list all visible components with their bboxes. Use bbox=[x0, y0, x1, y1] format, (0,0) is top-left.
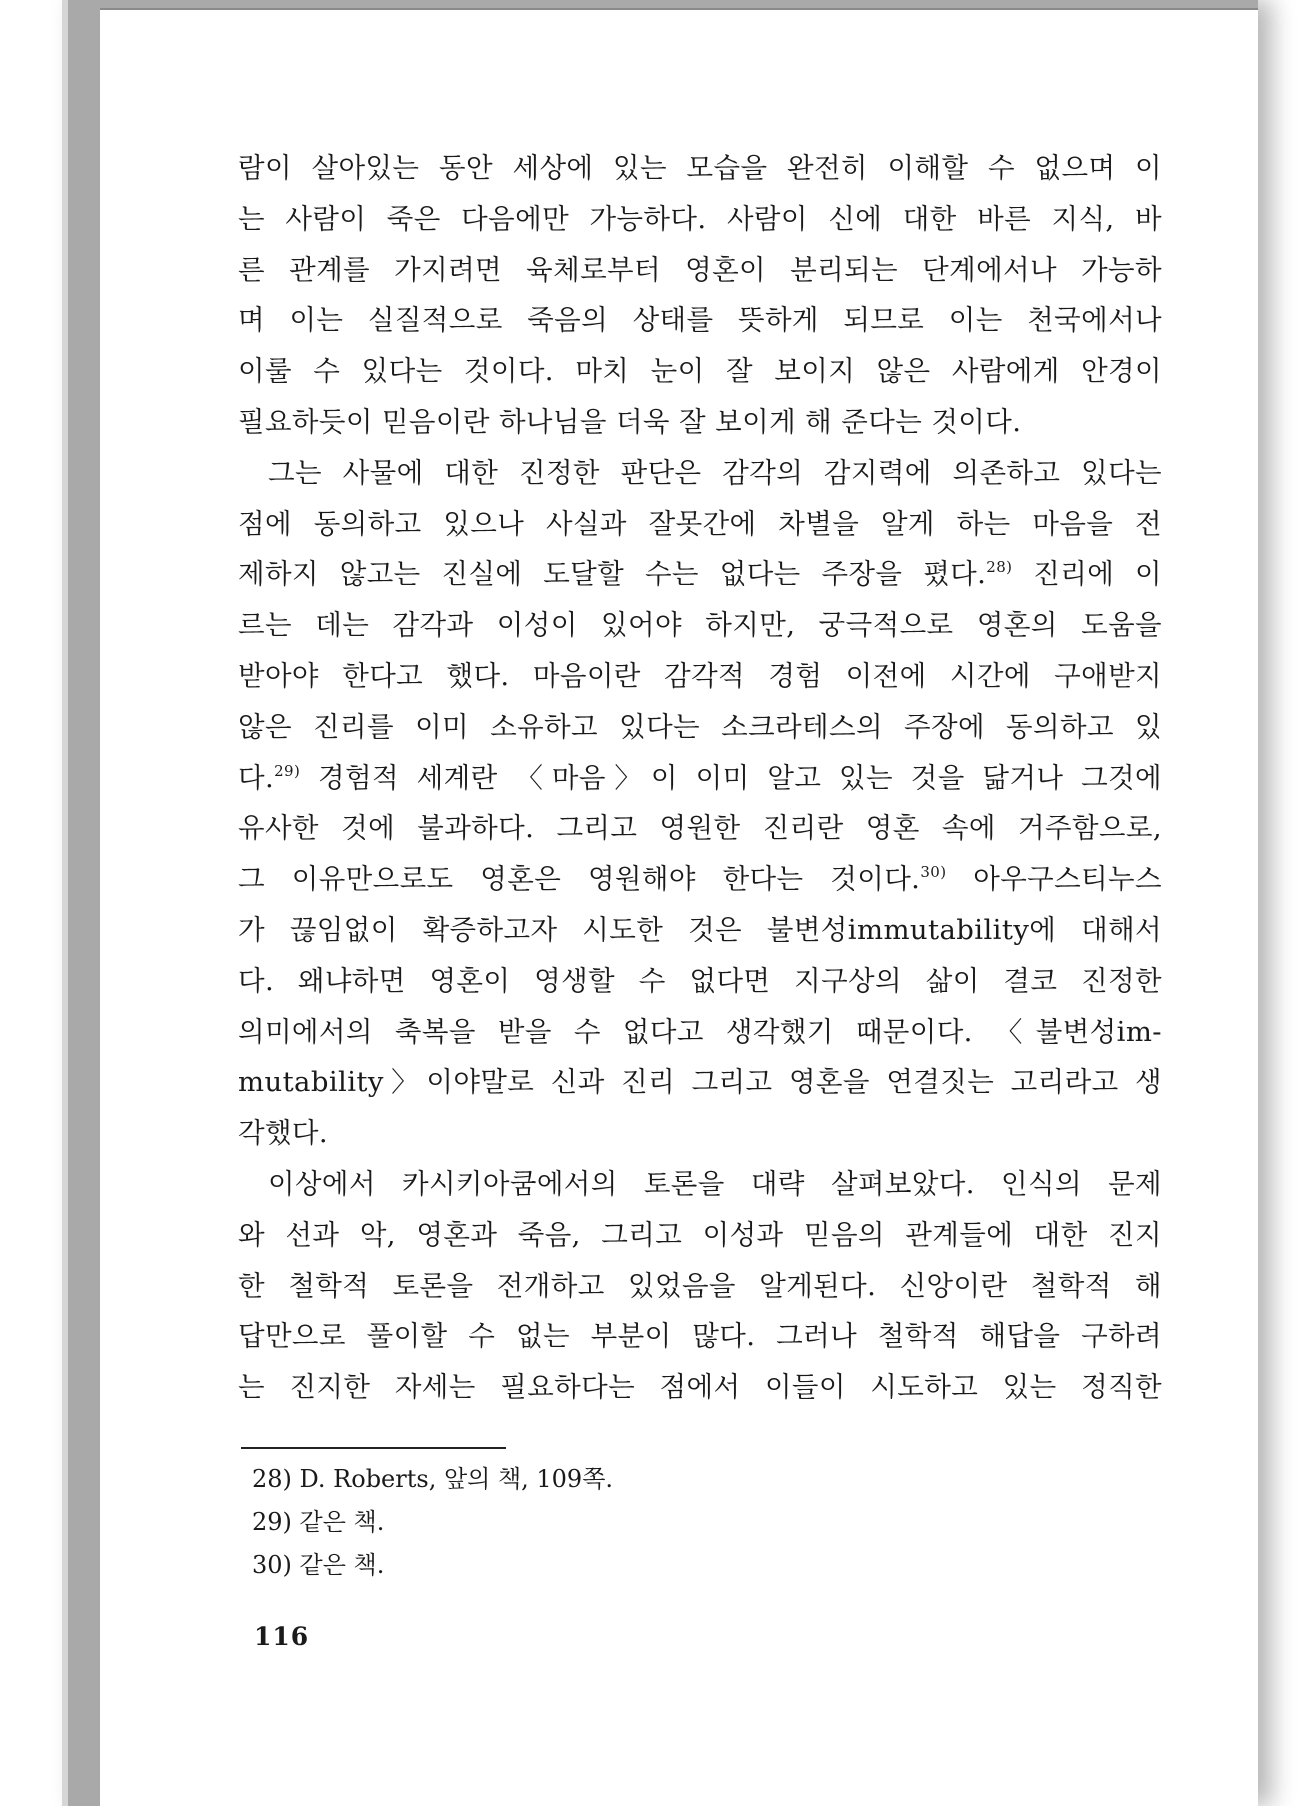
text-line: 유사한 것에 불과하다. 그리고 영원한 진리란 영혼 속에 거주함으로, bbox=[238, 812, 1162, 845]
page-top-edge bbox=[100, 8, 1258, 10]
text-line: 며 이는 실질적으로 죽음의 상태를 뜻하게 되므로 이는 천국에서나 bbox=[238, 304, 1162, 337]
text-line: 다. 왜냐하면 영혼이 영생할 수 없다면 지구상의 삶이 결코 진정한 bbox=[238, 964, 1162, 997]
text-line bbox=[238, 753, 1162, 804]
text-line: 는 사람이 죽은 다음에만 가능하다. 사람이 신에 대한 바른 지식, 바 bbox=[238, 202, 1162, 235]
text-line: 르는 데는 감각과 이성이 있어야 하지만, 궁극적으로 영혼의 도움을 bbox=[238, 609, 1162, 642]
text-line bbox=[238, 854, 1162, 905]
footnote-30: 30) 같은 책. bbox=[252, 1551, 385, 1579]
text-line: mutability〉이야말로 신과 진리 그리고 영혼을 연결짓는 고리라고 생 bbox=[238, 1066, 1162, 1099]
text-line: 이룰 수 있다는 것이다. 마치 눈이 잘 보이지 않은 사람에게 안경이 bbox=[238, 355, 1162, 388]
footnote-ref-30: 30) bbox=[920, 863, 947, 882]
text-line: 그는 사물에 대한 진정한 판단은 감각의 감지력에 의존하고 있다는 bbox=[268, 456, 1162, 489]
text-line: 이상에서 카시키아쿰에서의 토론을 대략 살펴보았다. 인식의 문제 bbox=[268, 1167, 1162, 1200]
footnote-29: 29) 같은 책. bbox=[252, 1508, 385, 1536]
body-text bbox=[238, 143, 1162, 1413]
text-segment: 진리에 이 bbox=[1033, 558, 1162, 591]
text-line: 답만으로 풀이할 수 없는 부분이 많다. 그러나 철학적 해답을 구하려 bbox=[238, 1320, 1162, 1353]
text-line: 와 선과 악, 영혼과 죽음, 그리고 이성과 믿음의 관계들에 대한 진지 bbox=[238, 1218, 1162, 1251]
footnote-ref-29: 29) bbox=[274, 761, 301, 780]
book-spine bbox=[62, 0, 68, 1806]
text-segment: 그 이유만으로도 영혼은 영원해야 한다는 것이다. bbox=[238, 863, 921, 896]
page-number: 116 bbox=[254, 1622, 310, 1651]
text-line: 의미에서의 축복을 받을 수 없다고 생각했기 때문이다. 〈불변성im- bbox=[238, 1015, 1162, 1048]
text-line: 람이 살아있는 동안 세상에 있는 모습을 완전히 이해할 수 없으며 이 bbox=[238, 152, 1162, 184]
footnote-divider bbox=[241, 1447, 506, 1449]
text-line bbox=[238, 549, 1162, 600]
text-line: 가 끊임없이 확증하고자 시도한 것은 불변성immutability에 대해서 bbox=[238, 913, 1162, 946]
text-segment: 아우구스티누스 bbox=[973, 863, 1162, 896]
footnotes bbox=[252, 1458, 952, 1587]
footnote-28: 28) D. Roberts, 앞의 책, 109쪽. bbox=[252, 1465, 614, 1493]
text-line: 한 철학적 토론을 전개하고 있었음을 알게된다. 신앙이란 철학적 해 bbox=[238, 1269, 1162, 1302]
text-line: 른 관계를 가지려면 육체로부터 영혼이 분리되는 단계에서나 가능하 bbox=[238, 253, 1162, 286]
text-line: 는 진지한 자세는 필요하다는 점에서 이들이 시도하고 있는 정직한 bbox=[238, 1371, 1162, 1404]
text-line: 필요하듯이 믿음이란 하나님을 더욱 잘 보이게 해 준다는 것이다. bbox=[238, 405, 1022, 438]
text-line: 않은 진리를 이미 소유하고 있다는 소크라테스의 주장에 동의하고 있 bbox=[238, 710, 1162, 743]
text-line: 받아야 한다고 했다. 마음이란 감각적 경험 이전에 시간에 구애받지 bbox=[238, 659, 1162, 692]
text-segment: 경험적 세계란 〈마음〉이 이미 알고 있는 것을 닮거나 그것에 bbox=[318, 761, 1162, 794]
text-line: 점에 동의하고 있으나 사실과 잘못간에 차별을 알게 하는 마음을 전 bbox=[238, 507, 1162, 540]
footnote-ref-28: 28) bbox=[986, 558, 1013, 577]
text-segment: 제하지 않고는 진실에 도달할 수는 없다는 주장을 폈다. bbox=[238, 558, 987, 591]
text-segment: 다. bbox=[238, 761, 275, 794]
text-line: 각했다. bbox=[238, 1117, 329, 1150]
